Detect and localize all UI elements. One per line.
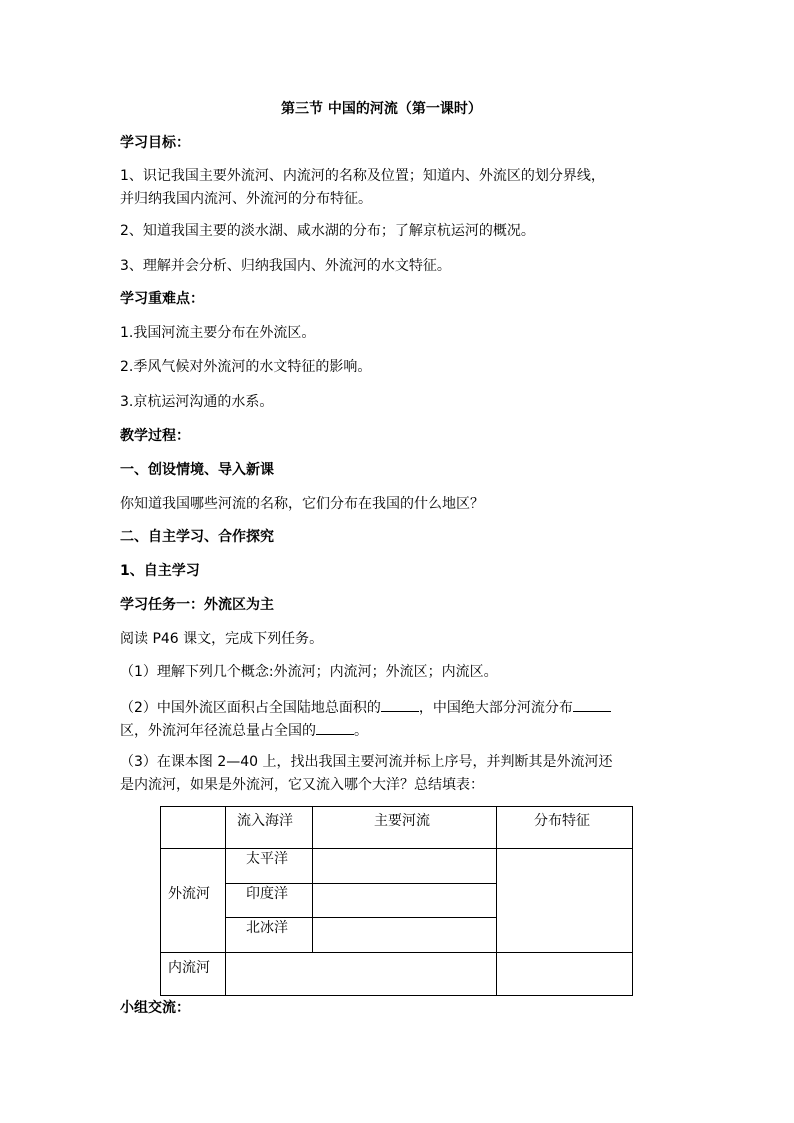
blank-exterior-area-ratio[interactable] xyxy=(381,697,419,712)
table-rule-exterior xyxy=(160,952,633,953)
section-1-heading: 一、创设情境、导入新课 xyxy=(120,462,274,478)
row-label-exterior-river: 外流河 xyxy=(168,886,210,902)
ocean-arctic: 北冰洋 xyxy=(246,920,288,936)
page-title: 第三节 中国的河流（第一课时） xyxy=(281,101,482,117)
question-2-text-d: 。 xyxy=(354,723,368,739)
reading-instruction: 阅读 P46 课文，完成下列任务。 xyxy=(120,631,324,647)
key-point-2: 2.季风气候对外流河的水文特征的影响。 xyxy=(120,359,372,375)
table-rule-pacific xyxy=(225,883,497,884)
table-col-rule-1 xyxy=(225,806,226,996)
goal-2: 2、知道我国主要的淡水湖、咸水湖的分布；了解京杭运河的概况。 xyxy=(120,223,535,239)
table-rule-indian xyxy=(225,917,497,918)
ocean-pacific: 太平洋 xyxy=(246,851,288,867)
group-discussion-heading: 小组交流： xyxy=(120,1000,190,1016)
table-border-right xyxy=(632,806,633,996)
table-border-top xyxy=(160,806,633,807)
table-col-rule-3 xyxy=(496,806,497,996)
table-rule-header xyxy=(160,848,633,849)
goal-1-line-2: 并归纳我国内流河、外流河的分布特征。 xyxy=(120,191,372,207)
question-3-line-2: 是内流河，如果是外流河，它又流入哪个大洋？总结填表： xyxy=(120,777,484,793)
goal-3: 3、理解并会分析、归纳我国内、外流河的水文特征。 xyxy=(120,258,451,274)
header-main-rivers: 主要河流 xyxy=(374,813,430,829)
table-col-rule-2 xyxy=(312,806,313,953)
header-distribution: 分布特征 xyxy=(534,813,590,829)
question-2-line-2 xyxy=(120,720,368,740)
task-1-heading: 学习任务一：外流区为主 xyxy=(120,597,274,613)
blank-river-distribution[interactable] xyxy=(573,697,611,712)
river-summary-table xyxy=(160,806,633,996)
ocean-indian: 印度洋 xyxy=(246,886,288,902)
process-heading: 教学过程： xyxy=(120,428,190,444)
question-2-text-c: 区，外流河年径流总量占全国的 xyxy=(120,723,316,739)
goal-1-line-1: 1、识记我国主要外流河、内流河的名称及位置；知道内、外流区的划分界线， xyxy=(120,168,605,184)
subsection-self-study: 1、自主学习 xyxy=(120,563,200,579)
header-ocean: 流入海洋 xyxy=(237,813,293,829)
blank-runoff-ratio[interactable] xyxy=(316,720,354,735)
key-point-1: 1.我国河流主要分布在外流区。 xyxy=(120,325,316,341)
intro-question: 你知道我国哪些河流的名称，它们分布在我国的什么地区？ xyxy=(120,496,484,512)
key-point-3: 3.京杭运河沟通的水系。 xyxy=(120,394,274,410)
section-2-heading: 二、自主学习、合作探究 xyxy=(120,529,274,545)
question-2-line-1 xyxy=(120,697,611,717)
question-2-text-b: ，中国绝大部分河流分布 xyxy=(418,700,573,716)
question-2-text-a: （2）中国外流区面积占全国陆地总面积的 xyxy=(120,700,381,716)
question-3-line-1: （3）在课本图 2—40 上，找出我国主要河流并标上序号，并判断其是外流河还 xyxy=(120,754,613,770)
table-border-bottom xyxy=(160,995,633,996)
table-border-left xyxy=(160,806,161,996)
row-label-interior-river: 内流河 xyxy=(168,960,210,976)
question-1: （1）理解下列几个概念:外流河；内流河；外流区；内流区。 xyxy=(120,664,498,680)
key-points-heading: 学习重难点： xyxy=(120,291,204,307)
goals-heading: 学习目标： xyxy=(120,135,190,151)
